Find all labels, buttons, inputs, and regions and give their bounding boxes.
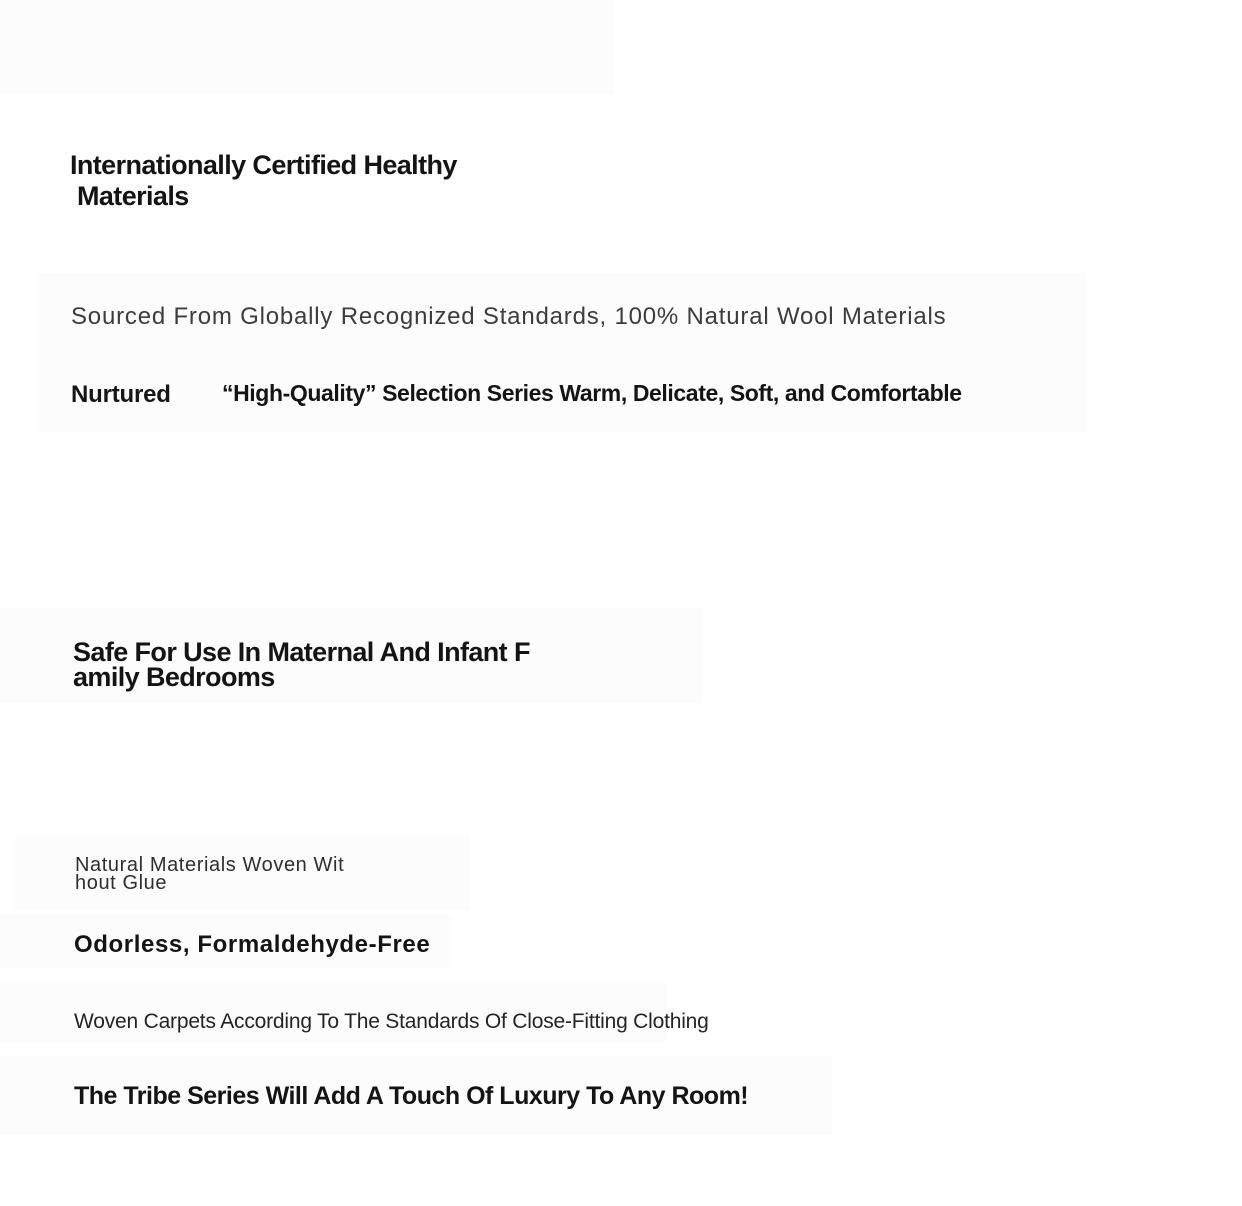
materials-text-line2: hout Glue [75,872,168,894]
certified-heading [70,150,457,212]
safety-heading-line1: Safe For Use In Maternal And Infant F [73,637,530,667]
panel-sourcing-nurtured [38,273,1087,432]
certified-heading-line1: Internationally Certified Healthy [70,150,457,180]
safety-heading-line2: amily Bedrooms [73,662,275,692]
nurtured-label: Nurtured [71,381,171,408]
standards-line: Woven Carpets According To The Standards Of Close-Fitting Clothing [74,1010,709,1033]
materials-text-line1: Natural Materials Woven Wit [75,854,345,876]
odorless-heading: Odorless, Formaldehyde-Free [74,931,431,958]
sourcing-line: Sourced From Globally Recognized Standards, 100% Natural Wool Materials [71,303,947,330]
safety-heading [73,637,530,692]
nurtured-tagline: “High-Quality” Selection Series Warm, Delicate, Soft, and Comfortable [222,380,962,406]
tribe-heading: The Tribe Series Will Add A Touch Of Luxury To Any Room! [74,1082,749,1110]
materials-text [75,856,344,892]
panel-certified [0,0,614,94]
certified-heading-line2: Materials [77,181,189,211]
